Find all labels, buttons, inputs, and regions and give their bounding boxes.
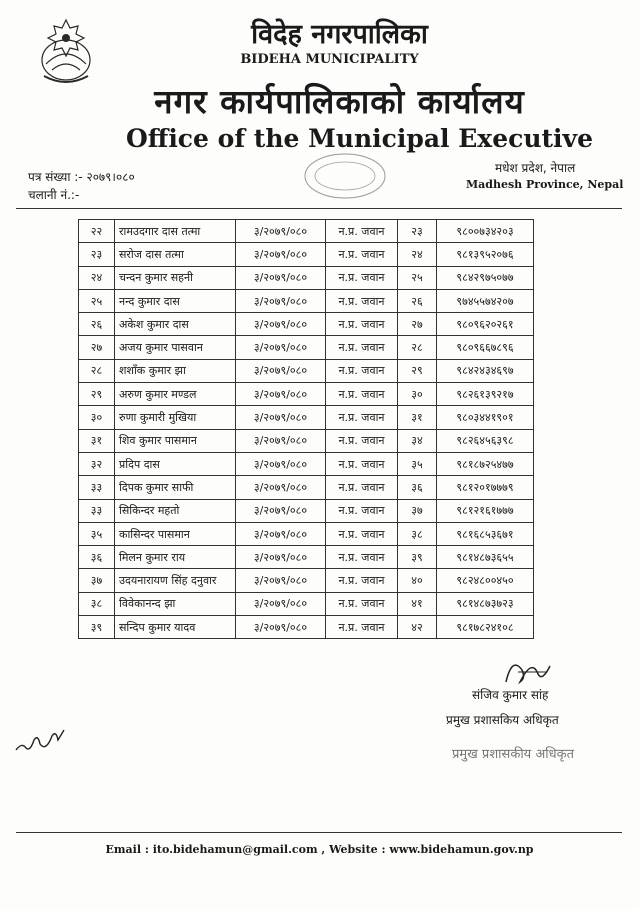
phone-cell: ९८४२४३४६९७ <box>437 359 534 382</box>
phone-cell: ९७४५५७४२०७ <box>437 289 534 312</box>
date-cell: ३/२०७९/०८० <box>236 429 326 452</box>
date-cell: ३/२०७९/०८० <box>236 592 326 615</box>
id-cell: ३५ <box>398 452 437 475</box>
post-cell: न.प्र. जवान <box>326 289 398 312</box>
date-cell: ३/२०७९/०८० <box>236 569 326 592</box>
province-nepali: मधेश प्रदेश, नेपाल <box>495 161 576 175</box>
serial-cell: २८ <box>79 359 115 382</box>
table-row <box>79 359 534 382</box>
post-cell: न.प्र. जवान <box>326 429 398 452</box>
name-cell: विवेकानन्द झा <box>115 592 236 615</box>
date-cell: ३/२०७९/०८० <box>236 499 326 522</box>
phone-cell: ९८१७८२४१०८ <box>437 616 534 639</box>
name-cell: रामउदगार दास तत्मा <box>115 220 236 243</box>
signatory-name: संजिव कुमार सांह <box>472 688 549 702</box>
table-row <box>79 452 534 475</box>
id-cell: २८ <box>398 336 437 359</box>
phone-cell: ९८१६८५३६७१ <box>437 522 534 545</box>
date-cell: ३/२०७९/०८० <box>236 522 326 545</box>
id-cell: ४१ <box>398 592 437 615</box>
post-cell: न.प्र. जवान <box>326 569 398 592</box>
phone-cell: ९८०९६६७८९६ <box>437 336 534 359</box>
id-cell: ३८ <box>398 522 437 545</box>
table-row <box>79 336 534 359</box>
serial-cell: २९ <box>79 383 115 406</box>
date-cell: ३/२०७९/०८० <box>236 243 326 266</box>
post-cell: न.प्र. जवान <box>326 359 398 382</box>
name-cell: नन्द कुमार दास <box>115 289 236 312</box>
serial-cell: २३ <box>79 243 115 266</box>
date-cell: ३/२०७९/०८० <box>236 313 326 336</box>
footer-divider <box>16 832 622 833</box>
post-cell: न.प्र. जवान <box>326 313 398 336</box>
table-row <box>79 266 534 289</box>
phone-cell: ९८२६१३९२१७ <box>437 383 534 406</box>
serial-cell: ३३ <box>79 476 115 499</box>
date-cell: ३/२०७९/०८० <box>236 452 326 475</box>
serial-cell: ३६ <box>79 546 115 569</box>
table-row <box>79 546 534 569</box>
serial-cell: २४ <box>79 266 115 289</box>
id-cell: ३७ <box>398 499 437 522</box>
serial-cell: ३५ <box>79 522 115 545</box>
name-cell: अजय कुमार पासवान <box>115 336 236 359</box>
date-cell: ३/२०७९/०८० <box>236 220 326 243</box>
date-cell: ३/२०७९/०८० <box>236 616 326 639</box>
post-cell: न.प्र. जवान <box>326 546 398 569</box>
municipality-name-nepali: विदेह नगरपालिका <box>251 19 428 50</box>
name-cell: मिलन कुमार राय <box>115 546 236 569</box>
id-cell: ३६ <box>398 476 437 499</box>
name-cell: उदयनारायण सिंह दनुवार <box>115 569 236 592</box>
id-cell: २४ <box>398 243 437 266</box>
table-row <box>79 406 534 429</box>
date-cell: ३/२०७९/०८० <box>236 476 326 499</box>
serial-cell: २६ <box>79 313 115 336</box>
table-row <box>79 569 534 592</box>
id-cell: २३ <box>398 220 437 243</box>
date-cell: ३/२०७९/०८० <box>236 359 326 382</box>
name-cell: चन्दन कुमार सहनी <box>115 266 236 289</box>
date-cell: ३/२०७९/०८० <box>236 266 326 289</box>
id-cell: ३१ <box>398 406 437 429</box>
name-cell: प्रदिप दास <box>115 452 236 475</box>
name-cell: सरोज दास तत्मा <box>115 243 236 266</box>
name-cell: अकेश कुमार दास <box>115 313 236 336</box>
date-cell: ३/२०७९/०८० <box>236 383 326 406</box>
office-name-nepali: नगर कार्यपालिकाको कार्यालय <box>154 82 525 121</box>
post-cell: न.प्र. जवान <box>326 499 398 522</box>
office-name-english: Office of the Municipal Executive <box>126 124 593 153</box>
serial-cell: ३८ <box>79 592 115 615</box>
province-english: Madhesh Province, Nepal <box>466 178 624 191</box>
phone-cell: ९८१२१६१७७७ <box>437 499 534 522</box>
id-cell: २७ <box>398 313 437 336</box>
serial-cell: २७ <box>79 336 115 359</box>
serial-cell: २२ <box>79 220 115 243</box>
municipality-name-english: BIDEHA MUNICIPALITY <box>240 52 419 67</box>
name-cell: सन्दिप कुमार यादव <box>115 616 236 639</box>
id-cell: २६ <box>398 289 437 312</box>
table-row <box>79 429 534 452</box>
table-row <box>79 476 534 499</box>
date-cell: ३/२०७९/०८० <box>236 336 326 359</box>
serial-cell: ३१ <box>79 429 115 452</box>
footer-contact: Email : ito.bidehamun@gmail.com , Website : www.bidehamun.gov.np <box>105 843 534 856</box>
id-cell: ४० <box>398 569 437 592</box>
dispatch-number: चलानी नं.:- <box>28 188 80 202</box>
id-cell: ३९ <box>398 546 437 569</box>
phone-cell: ९८१४८७३६५५ <box>437 546 534 569</box>
id-cell: ३० <box>398 383 437 406</box>
table-row <box>79 592 534 615</box>
header-divider <box>16 208 622 209</box>
phone-cell: ९८१२०१७७७९ <box>437 476 534 499</box>
post-cell: न.प्र. जवान <box>326 266 398 289</box>
phone-cell: ९८१३९५२०७६ <box>437 243 534 266</box>
post-cell: न.प्र. जवान <box>326 336 398 359</box>
id-cell: २५ <box>398 266 437 289</box>
phone-cell: ९८१४८७३७२३ <box>437 592 534 615</box>
table-row <box>79 313 534 336</box>
serial-cell: ३० <box>79 406 115 429</box>
phone-cell: ९८४२९७५०७७ <box>437 266 534 289</box>
phone-cell: ९८०९६२०२६१ <box>437 313 534 336</box>
table-row <box>79 220 534 243</box>
post-cell: न.प्र. जवान <box>326 522 398 545</box>
phone-cell: ९८०३४४१९०१ <box>437 406 534 429</box>
date-cell: ३/२०७९/०८० <box>236 406 326 429</box>
table-row <box>79 616 534 639</box>
signatory-designation: प्रमुख प्रशासकिय अधिकृत <box>446 713 559 727</box>
designation-stamp: प्रमुख प्रशासकीय अधिकृत <box>452 747 575 762</box>
post-cell: न.प्र. जवान <box>326 452 398 475</box>
post-cell: न.प्र. जवान <box>326 406 398 429</box>
id-cell: ३४ <box>398 429 437 452</box>
table-row <box>79 383 534 406</box>
name-cell: शशाँक कुमार झा <box>115 359 236 382</box>
table-row <box>79 522 534 545</box>
post-cell: न.प्र. जवान <box>326 616 398 639</box>
serial-cell: २५ <box>79 289 115 312</box>
post-cell: न.प्र. जवान <box>326 383 398 406</box>
post-cell: न.प्र. जवान <box>326 220 398 243</box>
name-cell: दिपक कुमार साफी <box>115 476 236 499</box>
id-cell: २९ <box>398 359 437 382</box>
serial-cell: ३७ <box>79 569 115 592</box>
phone-cell: ९८२४८००४५० <box>437 569 534 592</box>
table-row <box>79 499 534 522</box>
staff-table <box>78 219 534 639</box>
letter-number: पत्र संख्या :- २०७९।०८० <box>28 170 135 184</box>
name-cell: कासिन्दर पासमान <box>115 522 236 545</box>
serial-cell: ३९ <box>79 616 115 639</box>
name-cell: शिव कुमार पासमान <box>115 429 236 452</box>
serial-cell: ३३ <box>79 499 115 522</box>
name-cell: अरुण कुमार मण्डल <box>115 383 236 406</box>
name-cell: रुणा कुमारी मुखिया <box>115 406 236 429</box>
post-cell: न.प्र. जवान <box>326 476 398 499</box>
phone-cell: ९८२६४५६३९८ <box>437 429 534 452</box>
id-cell: ४२ <box>398 616 437 639</box>
table-row <box>79 243 534 266</box>
serial-cell: ३२ <box>79 452 115 475</box>
initials-scribble-icon <box>12 722 72 758</box>
date-cell: ३/२०७९/०८० <box>236 289 326 312</box>
table-row <box>79 289 534 312</box>
name-cell: सिकिन्दर महतो <box>115 499 236 522</box>
office-stamp-icon <box>300 150 390 202</box>
phone-cell: ९८००७३४२०३ <box>437 220 534 243</box>
phone-cell: ९८१८७२५४७७ <box>437 452 534 475</box>
post-cell: न.प्र. जवान <box>326 243 398 266</box>
post-cell: न.प्र. जवान <box>326 592 398 615</box>
date-cell: ३/२०७९/०८० <box>236 546 326 569</box>
